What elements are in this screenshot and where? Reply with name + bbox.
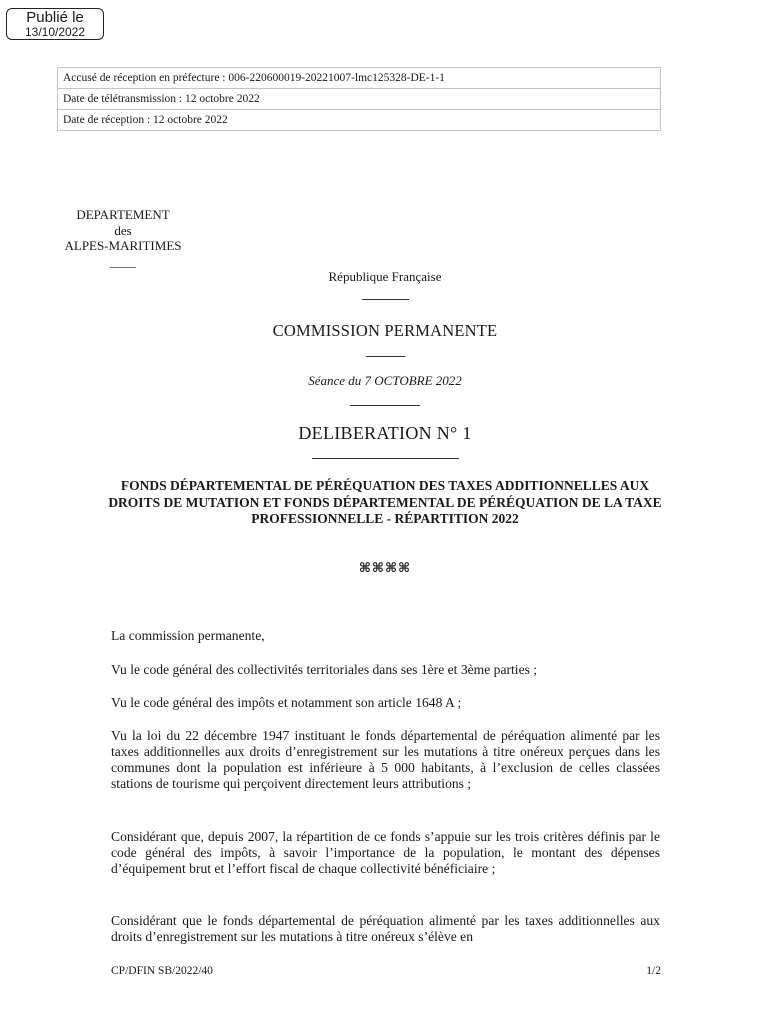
ack-reference: Accusé de réception en préfecture : 006-220600019-20221007-lmc125328-DE-1-1: [58, 68, 661, 89]
published-stamp: [6, 8, 104, 40]
table-row: [58, 89, 661, 110]
published-date: 13/10/2022: [24, 25, 86, 39]
paragraph: Considérant que le fonds départemental de péréquation alimenté par les taxes additionnelles aux droits d’enregistrement sur les mutations à titre onéreux s’élève en: [111, 913, 660, 944]
paragraph: Considérant que, depuis 2007, la répartition de ce fonds s’appuie sur les trois critères définis par le code général des impôts, à savoir l’importance de la population, le montant des dépenses d’équipement brut et l’effort fiscal de chaque collectivité bénéficiaire ;: [111, 829, 660, 876]
paragraph: Vu le code général des impôts et notamment son article 1648 A ;: [111, 695, 462, 710]
commission-heading: COMMISSION PERMANENTE: [272, 321, 498, 340]
department-line3: ALPES-MARITIMES: [64, 238, 182, 253]
table-row: [58, 110, 661, 131]
deliberation-number: DELIBERATION N° 1: [298, 423, 472, 443]
published-label: Publié le: [26, 9, 84, 26]
ack-transmission-date: Date de télétransmission : 12 octobre 2022: [58, 89, 661, 110]
divider: [350, 405, 420, 406]
table-row: [58, 68, 661, 89]
page-number: 1/2: [646, 965, 661, 977]
republic-heading: République Française: [328, 269, 442, 284]
department-dash: ____: [110, 253, 136, 269]
session-date: Séance du 7 OCTOBRE 2022: [308, 373, 462, 388]
paragraph: La commission permanente,: [111, 628, 265, 643]
divider: [366, 356, 405, 357]
ornament: ⌘⌘⌘⌘: [358, 560, 412, 575]
divider: [312, 458, 459, 459]
department-line1: DEPARTEMENT: [76, 207, 170, 222]
divider: [362, 299, 409, 300]
department-line2: des: [114, 222, 132, 238]
acknowledgement-table: [57, 67, 661, 131]
paragraph: Vu le code général des collectivités territoriales dans ses 1ère et 3ème parties ;: [111, 662, 538, 677]
department-block: [58, 207, 188, 269]
deliberation-title: FONDS DÉPARTEMENTAL DE PÉRÉQUATION DES TAXES ADDITIONNELLES AUX DROITS DE MUTATION ET FONDS DÉPARTEMENTAL DE PÉRÉQUATION DE LA TAXE PROFESSIONNELLE - RÉPARTITION 2022: [108, 478, 662, 526]
ack-reception-date: Date de réception : 12 octobre 2022: [58, 110, 661, 131]
paragraph: Vu la loi du 22 décembre 1947 instituant le fonds départemental de péréquation alimenté par les taxes additionnelles aux droits d’enregistrement sur les mutations à titre onéreux perçues dans les communes dont la population est inférieure à 5 000 habitants, à l’exclusion de celles classées stations de tourisme qui perçoivent directement leurs attributions ;: [111, 728, 660, 791]
footer-reference: CP/DFIN SB/2022/40: [111, 965, 213, 977]
